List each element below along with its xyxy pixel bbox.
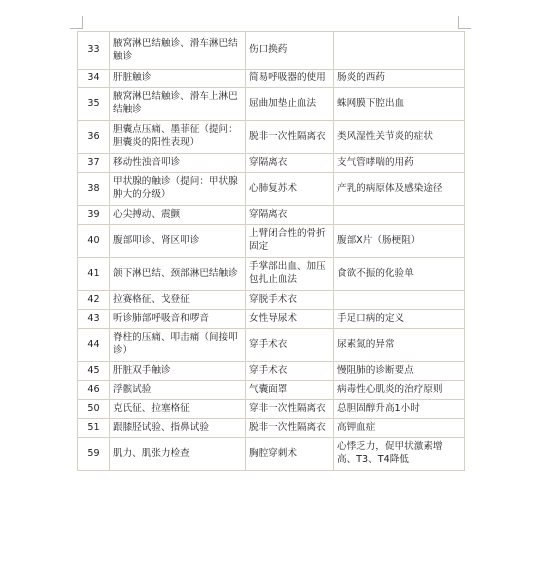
table-row [78,173,465,206]
basic-skill-cell: 穿手术衣 [246,329,334,362]
row-number-cell: 34 [78,70,110,88]
basic-skill-cell: 穿非一次性隔离衣 [246,400,334,419]
physical-exam-cell: 跟膝胫试验、指鼻试验 [110,419,246,438]
physical-exam-cell: 肝脏触诊 [110,70,246,88]
table-row [78,225,465,258]
clinical-question-cell [334,206,465,225]
physical-exam-cell: 脊柱的压痛、叩击痛（间接叩诊） [110,329,246,362]
table-row [78,258,465,291]
basic-skill-cell: 上臂闭合性的骨折固定 [246,225,334,258]
table-row [78,121,465,154]
physical-exam-cell: 胆囊点压痛、墨菲征（提问：胆囊炎的阳性表现） [110,121,246,154]
row-number-cell: 38 [78,173,110,206]
basic-skill-cell: 穿脱手术衣 [246,291,334,310]
row-number-cell: 44 [78,329,110,362]
table-row [78,70,465,88]
physical-exam-cell: 听诊肺部呼吸音和啰音 [110,310,246,329]
basic-skill-cell: 简易呼吸器的使用 [246,70,334,88]
physical-exam-cell: 腋窝淋巴结触诊、滑车淋巴结触诊 [110,32,246,70]
row-number-cell: 51 [78,419,110,438]
table-body [78,32,465,471]
basic-skill-cell: 穿手术衣 [246,362,334,381]
clinical-question-cell: 支气管哮喘的用药 [334,154,465,173]
row-number-cell: 50 [78,400,110,419]
basic-skill-cell: 脱非一次性隔离衣 [246,419,334,438]
physical-exam-cell: 拉赛格征、戈登征 [110,291,246,310]
row-number-cell: 39 [78,206,110,225]
table-row [78,310,465,329]
row-number-cell: 45 [78,362,110,381]
clinical-question-cell: 病毒性心肌炎的治疗原则 [334,381,465,400]
physical-exam-cell: 颌下淋巴结、颈部淋巴结触诊 [110,258,246,291]
row-number-cell: 37 [78,154,110,173]
physical-exam-cell: 移动性浊音叩诊 [110,154,246,173]
table-row [78,329,465,362]
basic-skill-cell: 脱非一次性隔离衣 [246,121,334,154]
table-row [78,32,465,70]
basic-skill-cell: 穿隔离衣 [246,154,334,173]
basic-skill-cell: 伤口换药 [246,32,334,70]
clinical-question-cell: 慢阻肺的诊断要点 [334,362,465,381]
row-number-cell: 33 [78,32,110,70]
row-number-cell: 43 [78,310,110,329]
clinical-question-cell: 肠炎的西药 [334,70,465,88]
clinical-question-cell: 高钾血症 [334,419,465,438]
physical-exam-cell: 肌力、肌张力检查 [110,438,246,471]
physical-exam-cell: 浮髌试验 [110,381,246,400]
physical-exam-cell: 肝脏双手触诊 [110,362,246,381]
clinical-question-cell: 蛛网膜下腔出血 [334,88,465,121]
table-row [78,381,465,400]
table-row [78,88,465,121]
physical-exam-cell: 甲状腺的触诊（提问：甲状腺肿大的分级） [110,173,246,206]
table-row [78,291,465,310]
basic-skill-cell: 气囊面罩 [246,381,334,400]
table-row [78,154,465,173]
table-row [78,438,465,471]
row-number-cell: 36 [78,121,110,154]
physical-exam-cell: 心尖搏动、震颤 [110,206,246,225]
physical-exam-cell: 腹部叩诊、肾区叩诊 [110,225,246,258]
basic-skill-cell: 穿隔离衣 [246,206,334,225]
clinical-question-cell: 心悸乏力，促甲状激素增高、T3、T4降低 [334,438,465,471]
table-row [78,362,465,381]
clinical-question-cell: 产乳的病原体及感染途径 [334,173,465,206]
row-number-cell: 35 [78,88,110,121]
table-row [78,400,465,419]
table-row [78,206,465,225]
clinical-question-cell: 类风湿性关节炎的症状 [334,121,465,154]
basic-skill-cell: 胸腔穿刺术 [246,438,334,471]
basic-skill-cell: 心肺复苏术 [246,173,334,206]
row-number-cell: 41 [78,258,110,291]
clinical-question-cell [334,291,465,310]
clinical-question-cell: 食欲不振的化验单 [334,258,465,291]
clinical-question-cell: 总胆固醇升高1小时 [334,400,465,419]
crop-mark-top-right [458,16,471,29]
clinical-question-cell [334,32,465,70]
table-row [78,419,465,438]
clinical-question-cell: 手足口病的定义 [334,310,465,329]
crop-mark-top-left [70,16,83,29]
row-number-cell: 40 [78,225,110,258]
basic-skill-cell: 女性导尿术 [246,310,334,329]
physical-exam-cell: 克氏征、拉塞格征 [110,400,246,419]
row-number-cell: 42 [78,291,110,310]
clinical-question-cell: 尿素氮的异常 [334,329,465,362]
row-number-cell: 46 [78,381,110,400]
clinical-question-cell: 腹部X片（肠梗阻） [334,225,465,258]
basic-skill-cell: 手掌部出血、加压包扎止血法 [246,258,334,291]
physical-exam-cell: 腋窝淋巴结触诊、滑车上淋巴结触诊 [110,88,246,121]
exam-items-table [77,31,465,471]
row-number-cell: 59 [78,438,110,471]
basic-skill-cell: 屈曲加垫止血法 [246,88,334,121]
